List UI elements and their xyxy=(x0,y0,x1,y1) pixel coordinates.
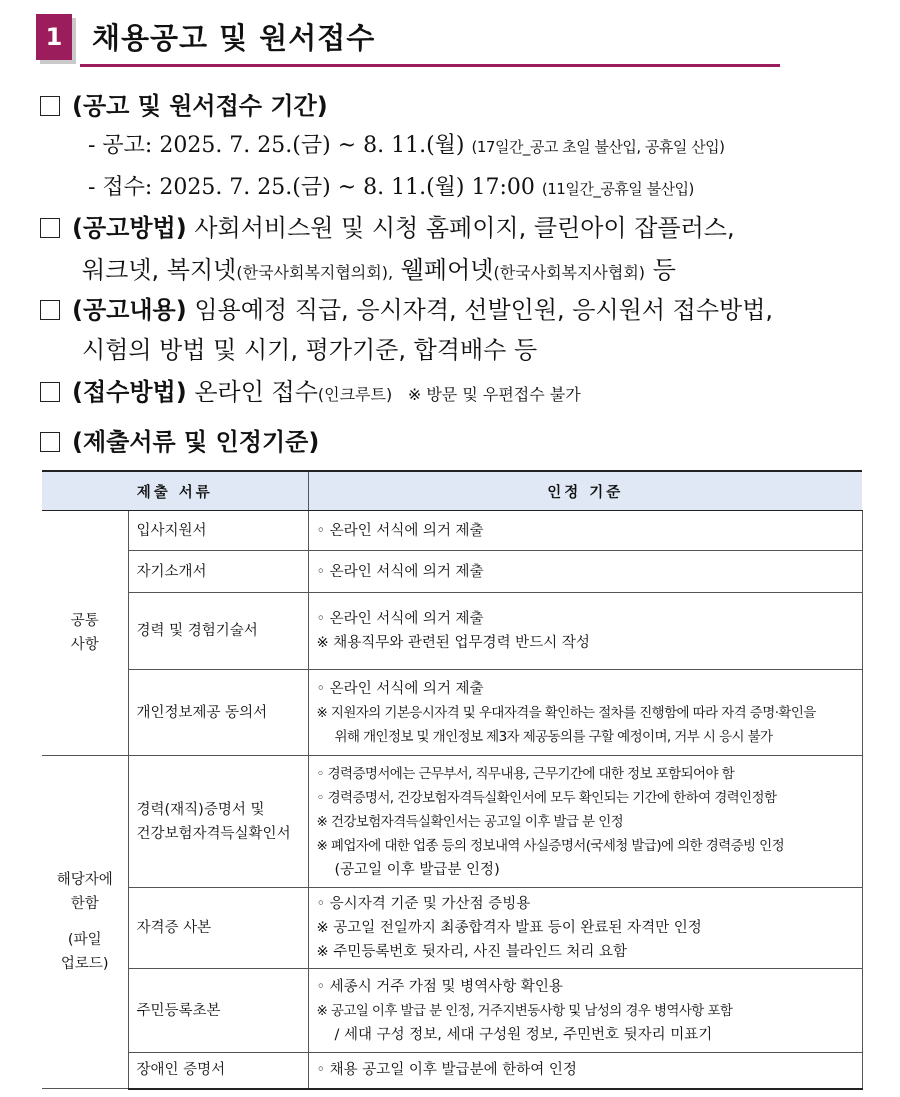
group-common-line1: 공통 xyxy=(70,613,99,629)
table-row xyxy=(42,1053,862,1089)
documents-heading-line xyxy=(40,422,319,457)
method-note-2: (한국사회복지사협회) xyxy=(493,263,646,282)
checkbox-square-icon xyxy=(40,382,60,402)
group-applicable-line3: (파일 xyxy=(67,932,102,948)
notice-period: - 공고: 2025. 7. 25.(금) ~ 8. 11.(월) xyxy=(88,133,465,158)
criteria-line: 위해 개인정보 및 개인정보 제3자 제공동의를 구할 예정이며, 거부 시 응시 불가 xyxy=(334,728,773,745)
content-heading: (공고내용) xyxy=(72,296,187,324)
table-row xyxy=(42,756,862,888)
period-heading-line xyxy=(40,86,328,121)
criteria-cell xyxy=(308,593,862,670)
method-note-1: (한국사회복지협의회), xyxy=(236,263,394,282)
content-text-1: 임용예정 직급, 응시자격, 선발인원, 응시원서 접수방법, xyxy=(194,296,774,324)
section-header xyxy=(36,14,780,70)
criteria-line: ※ 지원자의 기본응시자격 및 우대자격을 확인하는 절차를 진행함에 따라 자격 증명·확인을 xyxy=(316,704,816,721)
notice-period-line xyxy=(88,128,725,159)
criteria-line: ◦ 온라인 서식에 의거 제출 xyxy=(316,611,484,627)
doc-name: 자기소개서 xyxy=(128,551,308,593)
group-applicable-line4: 업로드) xyxy=(60,956,109,972)
table-row xyxy=(42,969,862,1053)
col-header-criteria: 인정 기준 xyxy=(308,471,862,511)
content-line-1 xyxy=(40,290,773,325)
documents-table xyxy=(42,470,863,1090)
doc-name: 개인정보제공 동의서 xyxy=(128,670,308,756)
method-line-1 xyxy=(40,208,735,243)
criteria-cell xyxy=(308,511,862,551)
receipt-period-line xyxy=(88,170,694,201)
section-underline xyxy=(80,64,780,67)
col-header-documents: 제출 서류 xyxy=(42,471,308,511)
criteria-line: ◦ 온라인 서식에 의거 제출 xyxy=(316,563,484,580)
period-heading: (공고 및 원서접수 기간) xyxy=(72,92,328,120)
receipt-method-note: (인크루트) xyxy=(317,385,393,404)
criteria-line: ◦ 경력증명서, 건강보험자격득실확인서에 모두 확인되는 기간에 한하여 경력인정함 xyxy=(316,789,777,806)
content-text-2: 시험의 방법 및 시기, 평가기준, 합격배수 등 xyxy=(82,336,538,364)
criteria-line: / 세대 구성 정보, 세대 구성원 정보, 주민번호 뒷자리 미표기 xyxy=(334,1026,713,1043)
criteria-cell xyxy=(308,670,862,756)
method-etc: 등 xyxy=(652,256,676,284)
criteria-line: ※ 공고일 이후 발급 분 인정, 거주지변동사항 및 남성의 경우 병역사항 포함 xyxy=(316,1002,733,1019)
table-row xyxy=(42,511,862,551)
table-header-row xyxy=(42,471,862,511)
checkbox-square-icon xyxy=(40,300,60,320)
notice-period-note: (17일간_공고 초일 불산입, 공휴일 산입) xyxy=(471,138,725,156)
receipt-method-warning: ※ 방문 및 우편접수 불가 xyxy=(407,385,581,404)
group-common xyxy=(42,511,128,756)
criteria-line: ※ 건강보험자격득실확인서는 공고일 이후 발급 분 인정 xyxy=(316,813,624,830)
table-row xyxy=(42,593,862,670)
receipt-method-text: 온라인 접수 xyxy=(194,378,318,406)
doc-name: 입사지원서 xyxy=(128,511,308,551)
method-text-1: 사회서비스원 및 시청 홈페이지, 클린아이 잡플러스, xyxy=(194,214,735,242)
checkbox-square-icon xyxy=(40,218,60,238)
criteria-line: ◦ 세종시 거주 가점 및 병역사항 확인용 xyxy=(316,978,563,995)
criteria-line: ※ 폐업자에 대한 업종 등의 정보내역 사실증명서(국세청 발급)에 의한 경력증빙 인정 xyxy=(316,837,785,854)
criteria-line: (공고일 이후 발급분 인정) xyxy=(334,861,500,878)
doc-name-line2: 건강보험자격득실확인서 xyxy=(136,825,291,842)
criteria-cell xyxy=(308,551,862,593)
group-common-line2: 사항 xyxy=(70,637,99,653)
group-applicable xyxy=(42,756,128,1089)
section-title: 채용공고 및 원서접수 xyxy=(92,21,376,55)
criteria-cell xyxy=(308,756,862,888)
doc-name: 주민등록초본 xyxy=(128,969,308,1053)
criteria-cell xyxy=(308,969,862,1053)
criteria-line: ※ 주민등록번호 뒷자리, 사진 블라인드 처리 요함 xyxy=(316,944,628,960)
group-applicable-line2: 한함 xyxy=(70,896,99,912)
doc-name: 장애인 증명서 xyxy=(128,1053,308,1089)
receipt-method-line xyxy=(40,372,581,407)
criteria-line: ※ 공고일 전일까지 최종합격자 발표 등이 완료된 자격만 인정 xyxy=(316,920,702,936)
criteria-line: ※ 채용직무와 관련된 업무경력 반드시 작성 xyxy=(316,635,590,651)
content-line-2 xyxy=(82,330,537,365)
criteria-line: ◦ 온라인 서식에 의거 제출 xyxy=(316,522,484,539)
criteria-line: ◦ 채용 공고일 이후 발급분에 한하여 인정 xyxy=(316,1062,577,1079)
method-worknet: 워크넷, 복지넷 xyxy=(82,256,237,284)
criteria-line: ◦ 온라인 서식에 의거 제출 xyxy=(316,680,484,697)
criteria-line: ◦ 응시자격 기준 및 가산점 증빙용 xyxy=(316,896,531,912)
receipt-period-note: (11일간_공휴일 불산입) xyxy=(541,180,694,198)
method-heading: (공고방법) xyxy=(72,214,187,242)
documents-heading: (제출서류 및 인정기준) xyxy=(72,428,320,456)
doc-name-line1: 경력(재직)증명서 및 xyxy=(136,801,265,818)
criteria-line: ◦ 경력증명서에는 근무부서, 직무내용, 근무기간에 대한 정보 포함되어야 함 xyxy=(316,765,735,782)
checkbox-square-icon xyxy=(40,432,60,452)
section-number: 1 xyxy=(36,14,72,60)
doc-name: 자격증 사본 xyxy=(128,888,308,969)
method-line-2 xyxy=(82,250,676,285)
method-welfare: 웰페어넷 xyxy=(400,256,494,284)
criteria-cell xyxy=(308,1053,862,1089)
table-row xyxy=(42,888,862,969)
doc-name: 경력 및 경험기술서 xyxy=(128,593,308,670)
table-row xyxy=(42,551,862,593)
group-applicable-line1: 해당자에 xyxy=(56,872,113,888)
checkbox-square-icon xyxy=(40,96,60,116)
criteria-cell xyxy=(308,888,862,969)
doc-name xyxy=(128,756,308,888)
receipt-period: - 접수: 2025. 7. 25.(금) ~ 8. 11.(월) 17:00 xyxy=(88,175,535,200)
table-row xyxy=(42,670,862,756)
receipt-method-heading: (접수방법) xyxy=(72,378,187,406)
